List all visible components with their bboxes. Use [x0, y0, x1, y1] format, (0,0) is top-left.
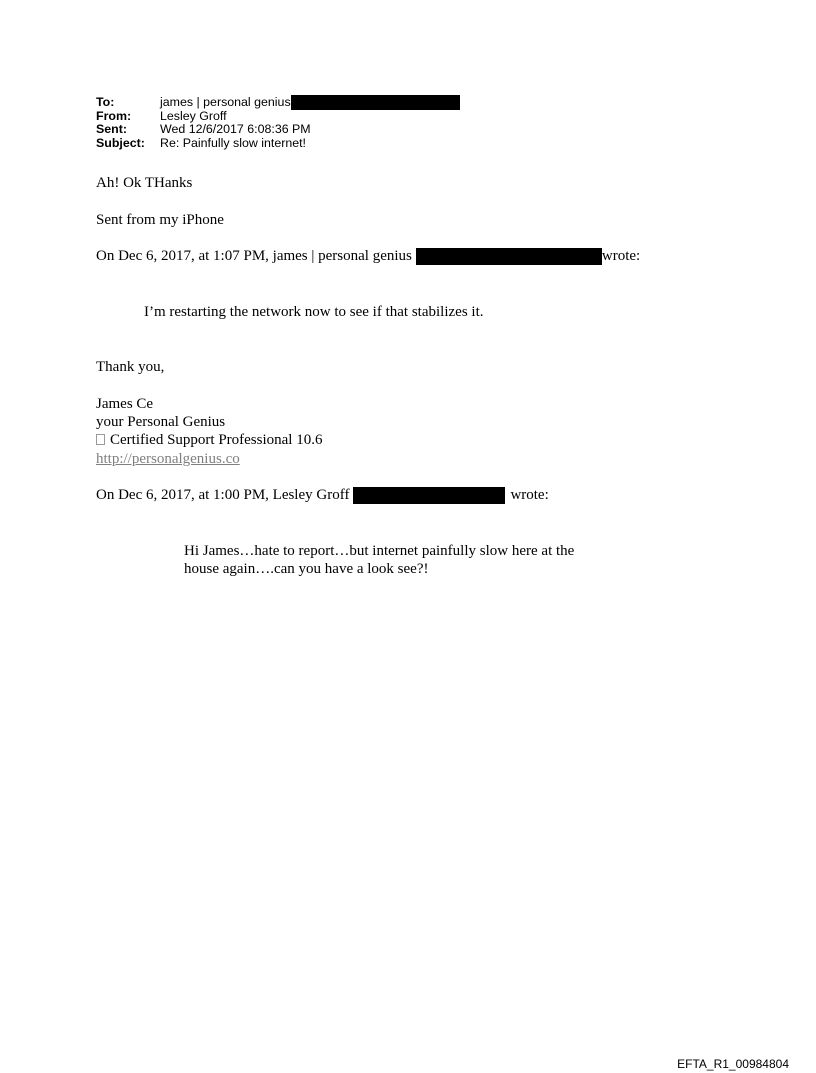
- sent-value: Wed 12/6/2017 6:08:36 PM: [160, 122, 311, 136]
- sent-from-signature: Sent from my iPhone: [96, 212, 224, 228]
- quote1-intro-prefix: On Dec 6, 2017, at 1:07 PM, james | personal genius: [96, 248, 412, 264]
- quote1-thanks: Thank you,: [96, 359, 165, 375]
- header-from-row: [96, 110, 460, 124]
- quote1-sig-cert-line: [96, 432, 322, 449]
- quote2-intro: [96, 487, 549, 504]
- quote1-intro-suffix: wrote:: [601, 248, 641, 264]
- sent-label: Sent:: [96, 122, 127, 136]
- header-to-row: [96, 96, 460, 110]
- missing-glyph-icon: [96, 434, 105, 445]
- reply-text: Ah! Ok THanks: [96, 175, 193, 191]
- quote2-intro-suffix: wrote:: [510, 487, 549, 503]
- redaction-box: [416, 248, 602, 265]
- from-label: From:: [96, 108, 132, 123]
- redaction-box: [291, 95, 460, 110]
- quote2-message-line1: Hi James…hate to report…but internet painfully slow here at the: [184, 543, 575, 559]
- quote1-intro: [96, 248, 640, 265]
- to-name: james | personal genius: [160, 95, 291, 109]
- quote1-message: I’m restarting the network now to see if that stabilizes it.: [144, 304, 484, 320]
- quote1-sig-title: your Personal Genius: [96, 414, 226, 430]
- email-header: [96, 96, 460, 150]
- subject-label: Subject:: [96, 135, 145, 150]
- quote1-sig-cert: Certified Support Professional 10.6: [110, 432, 323, 448]
- to-value: [160, 96, 460, 110]
- from-value: Lesley Groff: [160, 108, 227, 123]
- header-sent-row: [96, 123, 460, 137]
- personal-genius-link[interactable]: http://personalgenius.co: [96, 451, 240, 467]
- quote1-sig-name: James Ce: [96, 396, 154, 412]
- bates-number: EFTA_R1_00984804: [677, 1057, 789, 1071]
- header-subject-row: [96, 137, 460, 151]
- quote2-intro-prefix: On Dec 6, 2017, at 1:00 PM, Lesley Groff: [96, 487, 350, 503]
- quote1-sig-link-line: [96, 451, 240, 468]
- to-label: To:: [96, 95, 115, 109]
- redaction-box: [353, 487, 505, 504]
- quote2-message-line2: house again….can you have a look see?!: [184, 561, 429, 577]
- subject-value: Re: Painfully slow internet!: [160, 135, 307, 150]
